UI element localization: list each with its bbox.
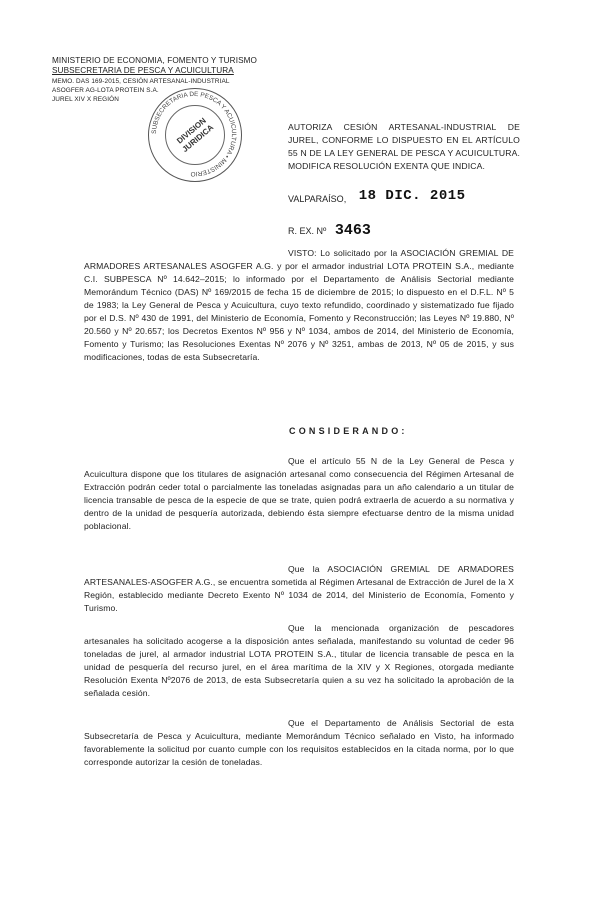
parties-reference: ASOGFER AG-LOTA PROTEIN S.A.: [52, 87, 159, 94]
considerando-paragraph-2: Que la ASOCIACIÓN GREMIAL DE ARMADORES ARTESANALES-ASOGFER A.G., se encuentra sometida al Régimen Artesanal de Extracción de Jurel de la X Región, establecido mediante Decreto Exento Nº 1034 de 2014, del Ministerio de Economía, Fomento y Turismo.: [84, 564, 514, 613]
resolution-summary: AUTORIZA CESIÓN ARTESANAL-INDUSTRIAL DE JUREL, CONFORME LO DISPUESTO EN EL ARTÍCULO 55 N DE LA LEY GENERAL DE PESCA Y ACUICULTURA. MODIFICA RESOLUCIÓN EXENTA QUE INDICA.: [288, 122, 520, 171]
visto-paragraph: VISTO: Lo solicitado por la ASOCIACIÓN GREMIAL DE ARMADORES ARTESANALES ASOGFER A.G. y por el armador industrial LOTA PROTEIN S.A., mediante C.I. SUBPESCA Nº 14.642–2015; lo informado por el Departamento de Análisis Sectorial mediante Memorándum Técnico (DAS) Nº 169/2015 de fecha 15 de diciembre de 2015; lo dispuesto en el D.F.L. Nº 5 de 1983; la Ley General de Pesca y Acuicultura, cuyo texto refundido, coordinado y sistematizado fue fijado por el D.S. Nº 430 de 1991, del Ministerio de Economía, Fomento y Reconstrucción; las Leyes Nº 19.880, Nº 20.560 y Nº 20.657; los Decretos Exentos Nº 956 y Nº 1034, ambos de 2014, del Ministerio de Economía, Fomento y Turismo; las Resoluciones Exentas Nº 2076 y Nº 3251, ambas de 2013, Nº 05 de 2015, y sus modificaciones, todas de esta Subsecretaría.: [84, 248, 514, 362]
species-reference: JUREL XIV X REGIÓN: [52, 96, 119, 103]
considerando-heading: CONSIDERANDO:: [289, 426, 408, 436]
place-date-line: [288, 188, 466, 204]
resolution-number-line: [288, 222, 371, 239]
stamp-label: DIVISION JURIDICA: [175, 116, 216, 155]
stamp-ring-label: SUBSECRETARIA DE PESCA Y ACUICULTURA • MINISTERIO: [150, 90, 238, 178]
considerando-paragraph-4: Que el Departamento de Análisis Sectorial de esta Subsecretaría de Pesca y Acuicultura, mediante Memorándum Técnico señalado en Visto, ha informado favorablemente la solicitud por cuanto cumple con los requisitos establecidos en la citada norma, por lo que corresponde autorizar la cesión de toneladas.: [84, 718, 514, 767]
memo-reference: MEMO. DAS 169-2015, CESIÓN ARTESANAL-INDUSTRIAL: [52, 78, 230, 85]
considerando-paragraph-3: Que la mencionada organización de pescadores artesanales ha solicitado acogerse a la disposición antes señalada, manifestando su voluntad de ceder 96 toneladas de jurel, al armador industrial LOTA PROTEIN S.A., titular de licencia transable de pesca en la unidad de pesquería del recurso jurel, en el área marítima de la XIV y X Regiones, otorgada mediante Resolución Exenta Nº2076 de 2013, de esta Subsecretaría quien a su vez ha solicitado la aprobación de la señalada cesión.: [84, 623, 514, 698]
considerando-paragraph-1: Que el artículo 55 N de la Ley General de Pesca y Acuicultura dispone que los titulares de asignación artesanal como consecuencia del Régimen Artesanal de Extracción podrán ceder total o parcialmente las toneladas asignadas para un año calendario a un titular de licencia transable de pesca de la especie de que se trate, quien podrá extraerla de acuerdo a su normativa y dentro de la unidad de pesquería autorizada, debiendo ésta siempre efectuarse dentro de la misma unidad poblacional.: [84, 456, 514, 531]
date-stamp: 18 DIC. 2015: [358, 188, 466, 204]
rex-number: 3463: [334, 222, 371, 239]
rex-label: R. EX. Nº: [288, 226, 327, 236]
ministry-name: MINISTERIO DE ECONOMIA, FOMENTO Y TURISMO: [52, 56, 258, 65]
place-label: VALPARAÍSO,: [288, 194, 347, 204]
subsecretaria-name: SUBSECRETARIA DE PESCA Y ACUICULTURA: [52, 66, 234, 75]
